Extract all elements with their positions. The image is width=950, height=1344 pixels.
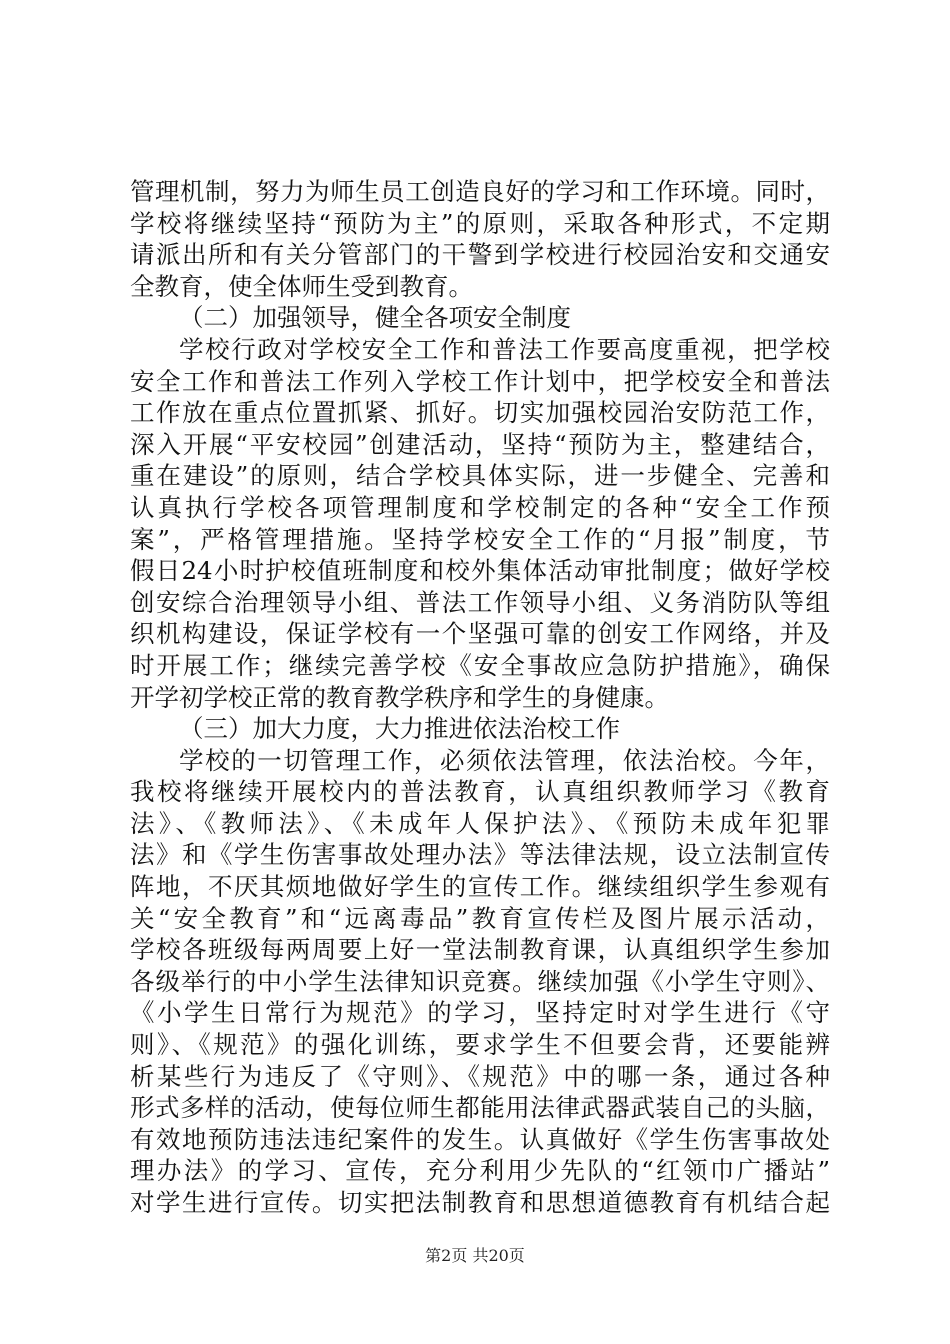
paragraph-1	[130, 176, 830, 302]
page-number-footer: 第2页 共20页	[425, 1246, 525, 1265]
paragraph-line: 认真执行学校各项管理制度和学校制定的各种“安全工作预	[130, 492, 830, 522]
paragraph-line: 关“安全教育”和“远离毒品”教育宣传栏及图片展示活动，	[130, 903, 830, 933]
paragraph-line: 法》、《教师法》、《未成年人保护法》、《预防未成年犯罪	[130, 808, 830, 838]
paragraph-line: 织机构建设，保证学校有一个坚强可靠的创安工作网络，并及	[130, 619, 830, 649]
paragraph-line: 形式多样的活动，使每位师生都能用法律武器武装自己的头脑，	[130, 1093, 830, 1123]
paragraph-line: 学校行政对学校安全工作和普法工作要高度重视，把学校	[179, 334, 830, 364]
paragraph-line: 理办法》的学习、宣传，充分利用少先队的“红领巾广播站”	[130, 1156, 830, 1186]
paragraph-line: 管理机制，努力为师生员工创造良好的学习和工作环境。同时，	[130, 177, 830, 206]
paragraph-line: 重在建设”的原则，结合学校具体实际，进一步健全、完善和	[130, 461, 830, 491]
paragraph-line: 时开展工作；继续完善学校《安全事故应急防护措施》，确保	[130, 650, 830, 680]
paragraph-line: 阵地，不厌其烦地做好学生的宣传工作。继续组织学生参观有	[130, 872, 830, 902]
paragraph-line: 工作放在重点位置抓紧、抓好。切实加强校园治安防范工作，	[130, 398, 830, 428]
paragraph-3	[130, 745, 830, 1219]
paragraph-line: 有效地预防违法违纪案件的发生。认真做好《学生伤害事故处	[130, 1124, 830, 1154]
paragraph-line: 假日24小时护校值班制度和校外集体活动审批制度；做好学校	[130, 556, 830, 586]
paragraph-line: 我校将继续开展校内的普法教育，认真组织教师学习《教育	[130, 777, 830, 807]
paragraph-line: 学校各班级每两周要上好一堂法制教育课，认真组织学生参加	[130, 935, 830, 965]
section-heading-3: （三）加大力度，大力推进依法治校工作	[179, 714, 620, 744]
paragraph-line: 学校将继续坚持“预防为主”的原则，采取各种形式，不定期	[130, 208, 830, 238]
paragraph-line: 则》、《规范》的强化训练，要求学生不但要会背，还要能辨	[130, 1030, 830, 1060]
paragraph-line: 安全工作和普法工作列入学校工作计划中，把学校安全和普法	[130, 366, 830, 396]
paragraph-line: 案”，严格管理措施。坚持学校安全工作的“月报”制度，节	[130, 524, 830, 554]
paragraph-line: 法》和《学生伤害事故处理办法》等法律法规，设立法制宣传	[130, 840, 830, 870]
paragraph-line: 开学初学校正常的教育教学秩序和学生的身健康。	[130, 682, 669, 712]
section-heading-2: （二）加强领导，健全各项安全制度	[179, 303, 571, 333]
paragraph-line: 各级举行的中小学生法律知识竞赛。继续加强《小学生守则》、	[130, 966, 830, 996]
paragraph-line: 全教育，使全体师生受到教育。	[130, 271, 473, 301]
paragraph-line: 对学生进行宣传。切实把法制教育和思想道德教育有机结合起	[130, 1188, 830, 1217]
paragraph-line: 深入开展“平安校园”创建活动，坚持“预防为主，整建结合，	[130, 429, 830, 459]
paragraph-line: 请派出所和有关分管部门的干警到学校进行校园治安和交通安	[130, 240, 830, 270]
paragraph-2	[130, 334, 830, 713]
document-body	[130, 176, 830, 1219]
paragraph-line: 《小学生日常行为规范》的学习，坚持定时对学生进行《守	[130, 998, 830, 1028]
paragraph-line: 创安综合治理领导小组、普法工作领导小组、义务消防队等组	[130, 587, 830, 617]
paragraph-line: 析某些行为违反了《守则》、《规范》中的哪一条，通过各种	[130, 1061, 830, 1091]
paragraph-line: 学校的一切管理工作，必须依法管理，依法治校。今年，	[179, 745, 830, 775]
